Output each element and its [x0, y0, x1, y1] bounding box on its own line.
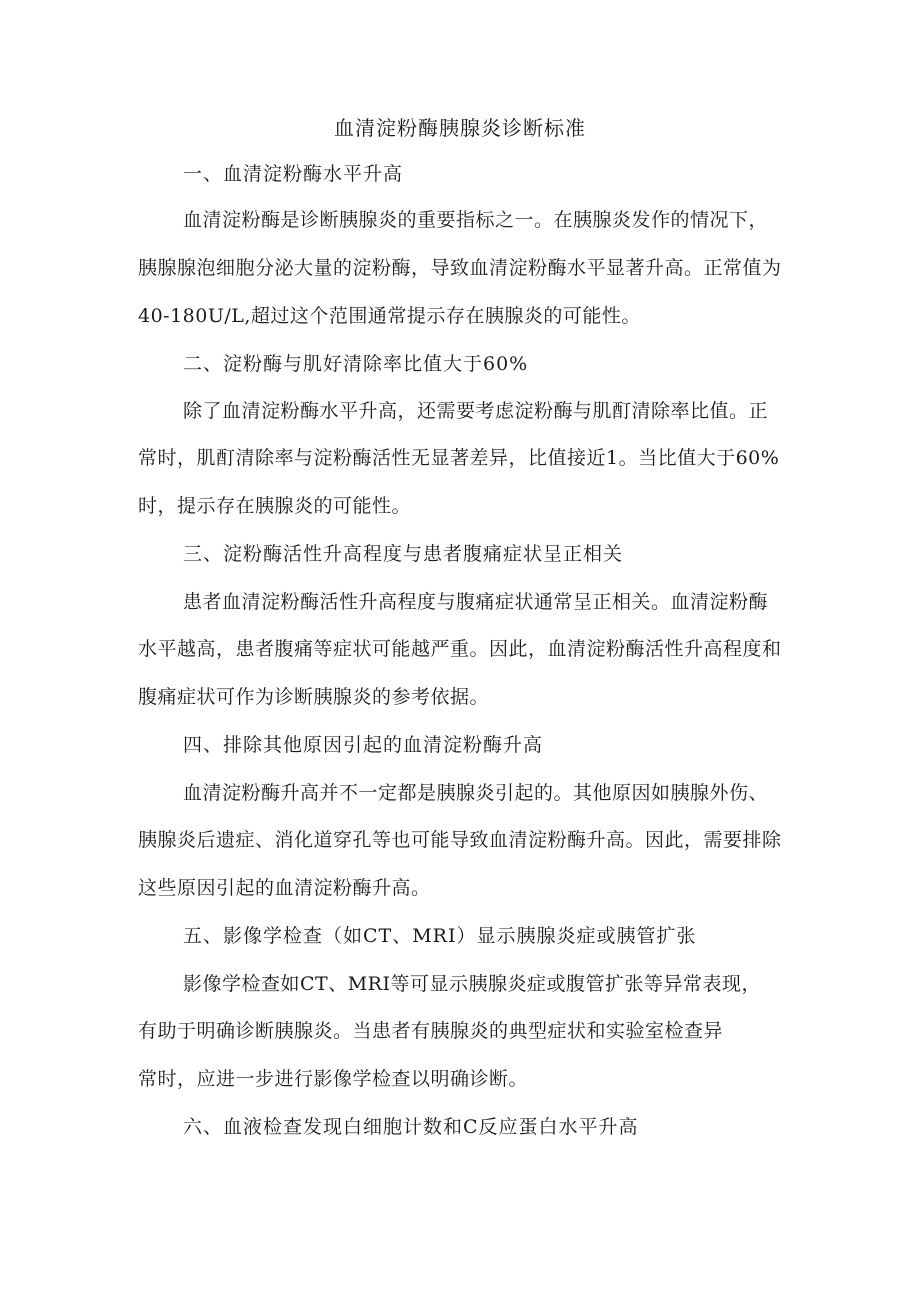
paragraph-line: 水平越高，患者腹痛等症状可能越严重。因此，血清淀粉酶活性升高程度和: [138, 638, 782, 660]
paragraph-line: 患者血清淀粉酶活性升高程度与腹痛症状通常呈正相关。血清淀粉酶: [183, 591, 769, 613]
section-heading-1: 一、血清淀粉酶水平升高: [183, 163, 404, 185]
paragraph-line: 血清淀粉酶是诊断胰腺炎的重要指标之一。在胰腺炎发作的情况下，: [183, 209, 769, 231]
paragraph-line: 血清淀粉酶升高并不一定都是胰腺炎引起的。其他原因如胰腺外伤、: [183, 782, 769, 804]
paragraph-line: 这些原因引起的血清淀粉酶升高。: [138, 877, 431, 899]
paragraph-line: 胰腺炎后遗症、消化道穿孔等也可能导致血清淀粉酶升高。因此，需要排除: [138, 829, 782, 851]
paragraph-line: 时，提示存在胰腺炎的可能性。: [138, 495, 412, 517]
section-heading-4: 四、排除其他原因引起的血清淀粉酶升高: [183, 734, 544, 756]
section-heading-2: 二、淀粉酶与肌好清除率比值大于60%: [183, 353, 529, 375]
paragraph-line: 常时，应进一步进行影像学检查以明确诊断。: [138, 1068, 529, 1090]
section-heading-3: 三、淀粉酶活性升高程度与患者腹痛症状呈正相关: [183, 543, 624, 565]
paragraph-line: 常时，肌酊清除率与淀粉酶活性无显著差异，比值接近1。当比值大于60%: [138, 447, 780, 469]
paragraph-line: 腹痛症状可作为诊断胰腺炎的参考依据。: [138, 686, 490, 708]
paragraph-line: 影像学检查如CT、MRI等可显示胰腺炎症或腹管扩张等异常表现，: [183, 973, 761, 995]
document-title: 血清淀粉酶胰腺炎诊断标准: [334, 116, 586, 140]
section-heading-5: 五、影像学检查（如CT、MRI）显示胰腺炎症或胰管扩张: [183, 925, 697, 947]
paragraph-line: 40-180U/L,超过这个范围通常提示存在胰腺炎的可能性。: [138, 305, 641, 327]
paragraph-line: 除了血清淀粉酶水平升高，还需要考虑淀粉酶与肌酊清除率比值。正: [183, 400, 769, 422]
paragraph-line: 胰腺腺泡细胞分泌大量的淀粉酶，导致血清淀粉酶水平显著升高。正常值为: [138, 257, 782, 279]
paragraph-line: 有助于明确诊断胰腺炎。当患者有胰腺炎的典型症状和实验室检查异: [138, 1020, 724, 1042]
section-heading-6: 六、血液检查发现白细胞计数和C反应蛋白水平升高: [183, 1116, 639, 1138]
